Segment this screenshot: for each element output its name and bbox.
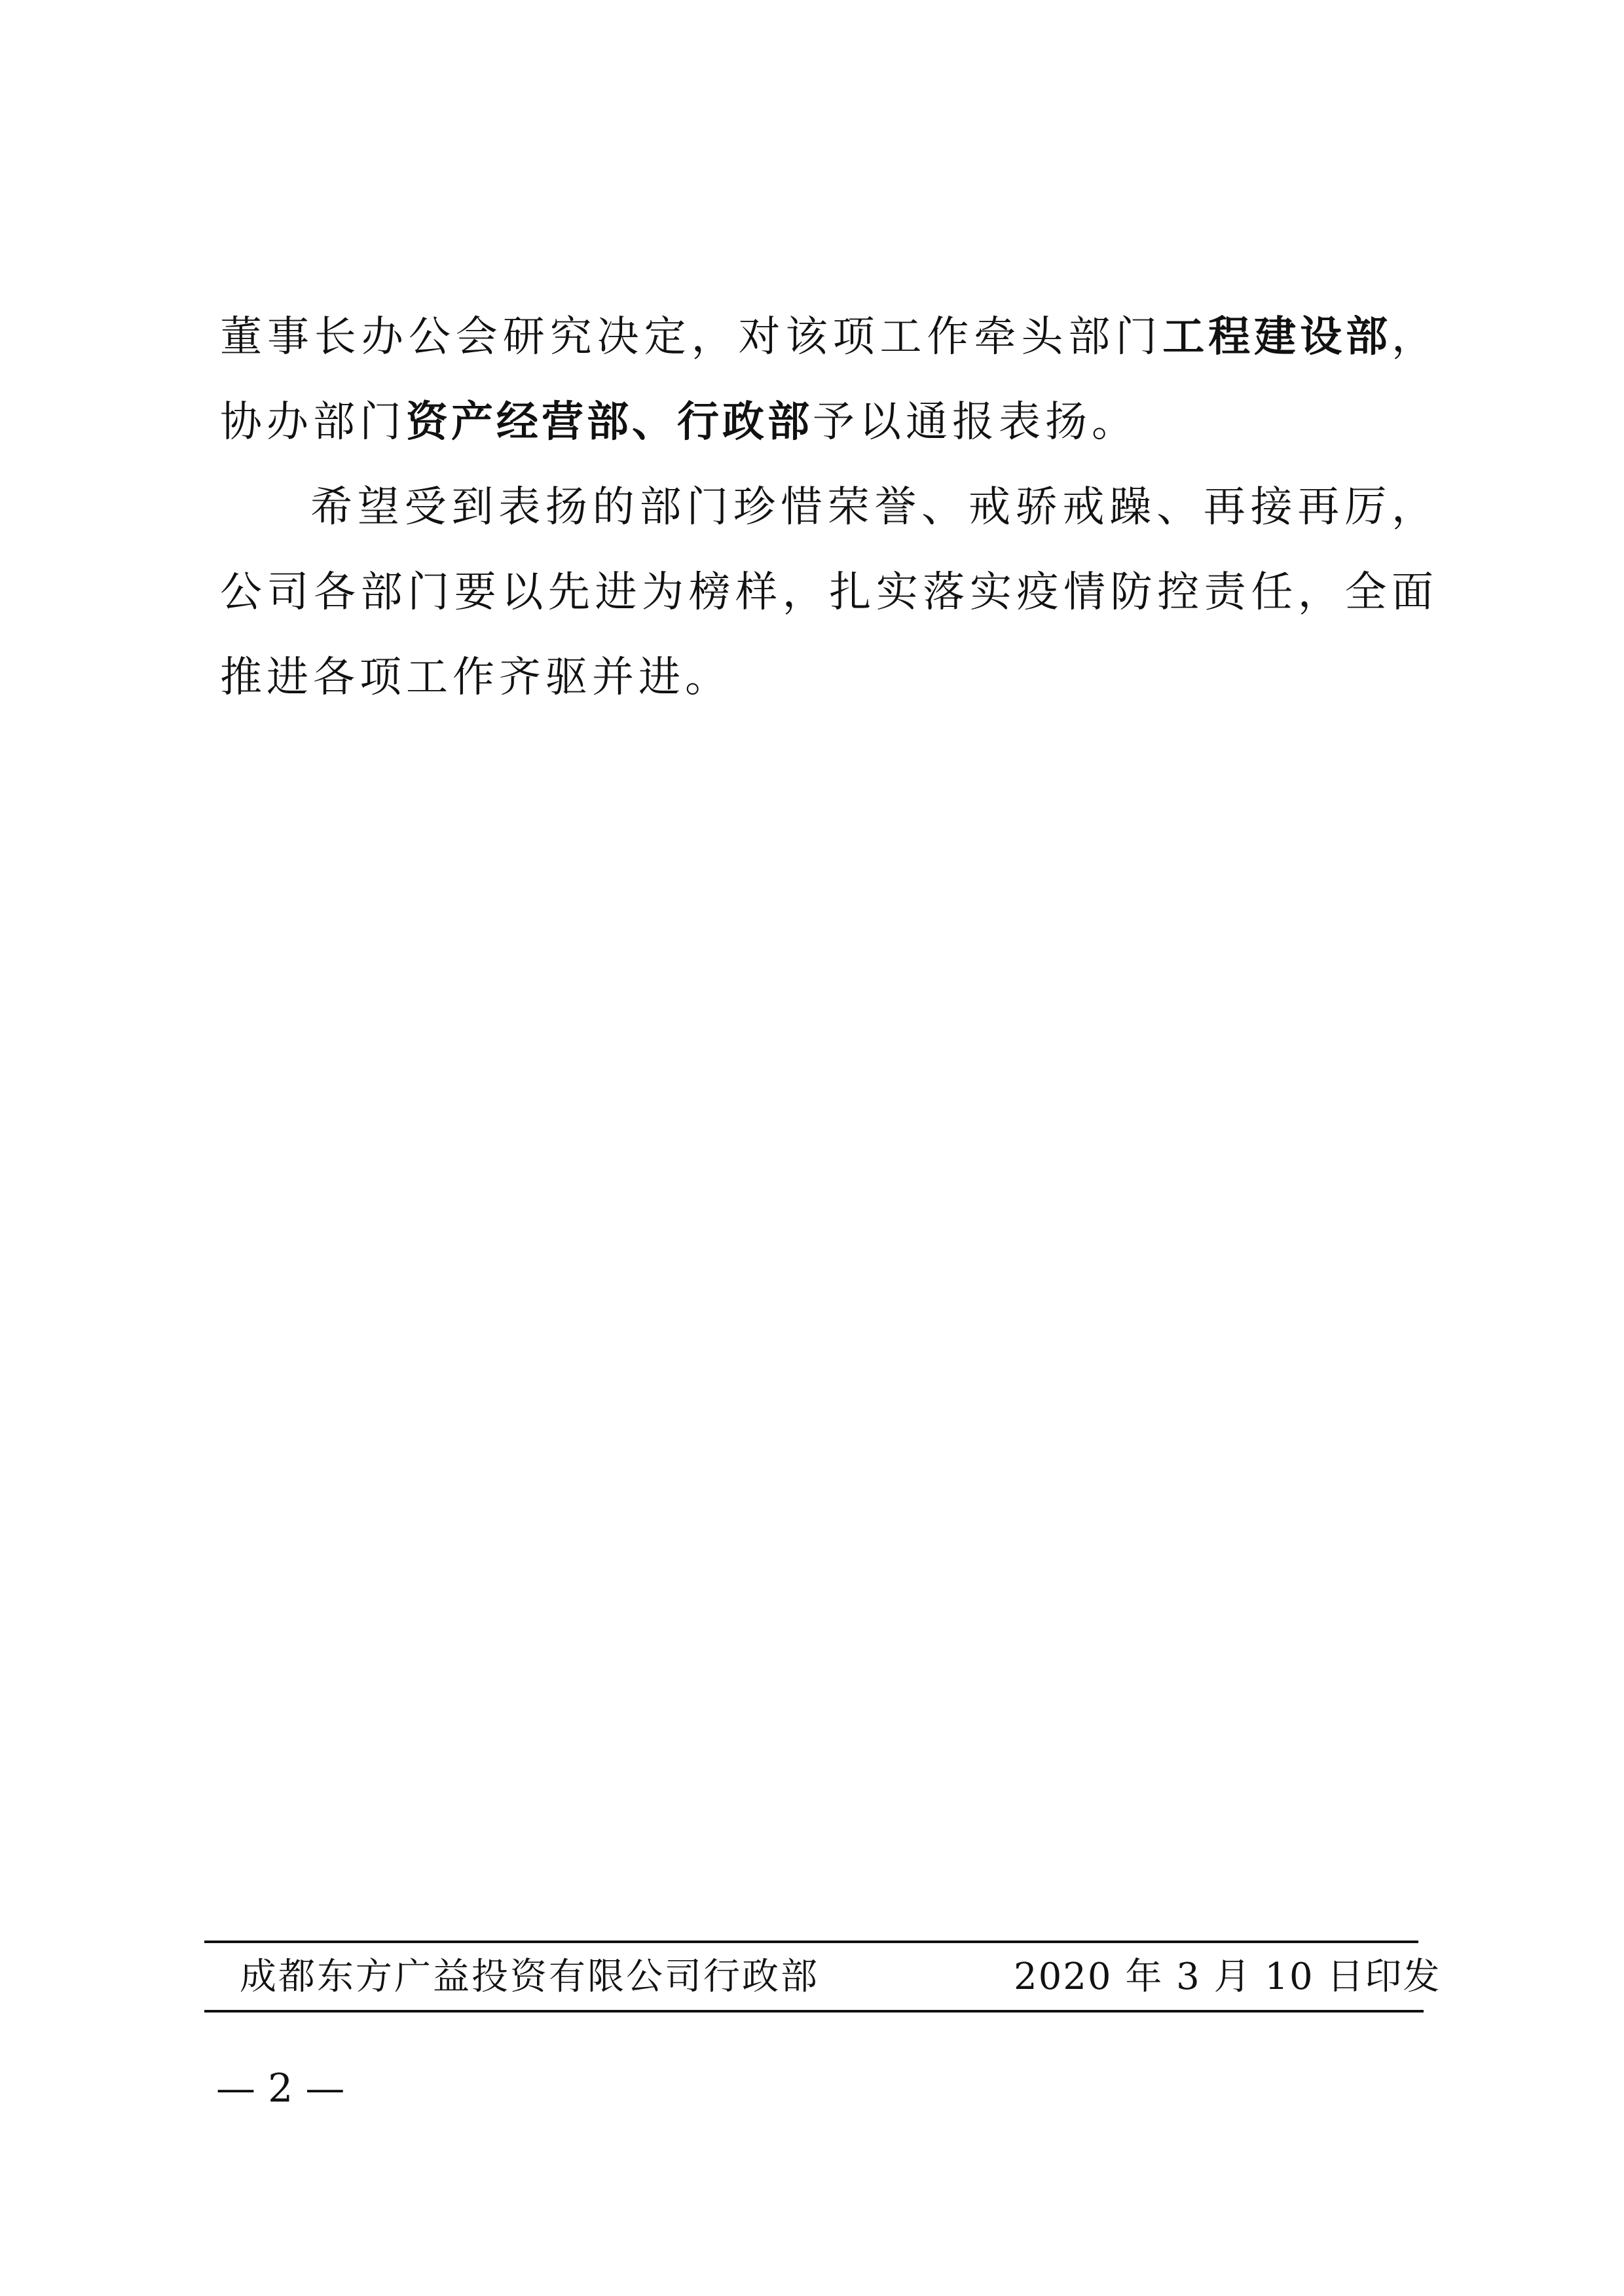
page-number: — 2 — <box>216 2066 345 2111</box>
footer-bottom-rule <box>204 2010 1424 2013</box>
paragraph-expectation: 希望受到表扬的部门珍惜荣誉、戒骄戒躁、再接再厉，公司各部门要以先进为榜样，扎实落实疫情防控责任，全面推进各项工作齐驱并进。 <box>220 483 1438 702</box>
footer-issue-date: 2020 年 3 月 10 日印发 <box>1014 1956 1441 1998</box>
paragraph-text: ，协办部门 <box>220 313 1439 446</box>
lead-department: 工程建设部 <box>1162 313 1392 361</box>
paragraph-commendation <box>220 295 1438 465</box>
assisting-departments: 资产经营部、行政部 <box>406 398 813 446</box>
body-text <box>220 295 1438 720</box>
paragraph-text: 予以通报表扬。 <box>813 398 1138 446</box>
footer-top-rule <box>204 1941 1418 1943</box>
paragraph-text: 董事长办公会研究决定，对该项工作牵头部门 <box>220 313 1163 361</box>
footer-issuer: 成都东方广益投资有限公司行政部 <box>240 1956 819 1998</box>
